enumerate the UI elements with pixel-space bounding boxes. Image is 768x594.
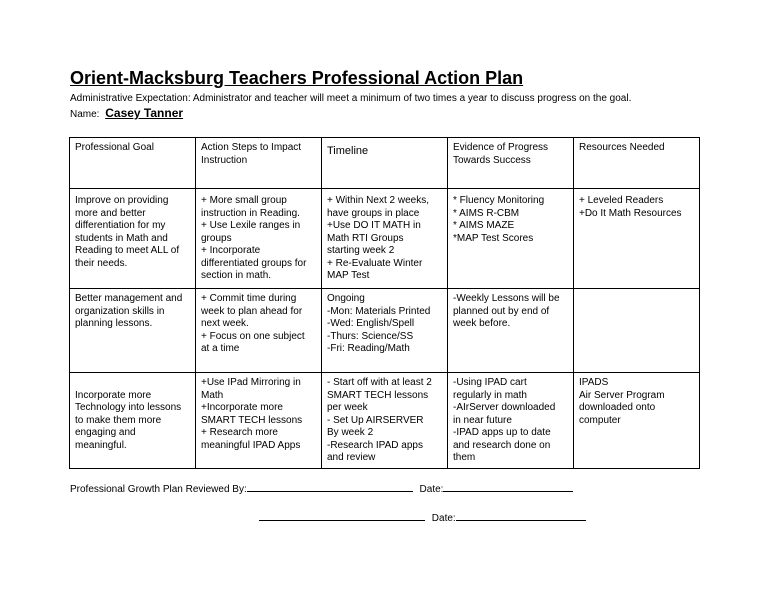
table-row [70, 189, 700, 289]
cell-line: -Mon: Materials Printed [327, 305, 431, 317]
table-cell [196, 189, 322, 289]
table-cell [322, 189, 448, 289]
table-cell [70, 189, 196, 289]
header-line: Timeline [327, 145, 369, 157]
cell-line: to make them more [75, 414, 162, 426]
cell-line: - Set Up AIRSERVER [327, 414, 424, 426]
reviewed-by-label: Professional Growth Plan Reviewed By: [70, 484, 247, 495]
cell-line: section in math. [201, 270, 272, 281]
table-cell [574, 373, 700, 469]
cell-line: + Commit time during [201, 293, 297, 304]
cell-line: -Thurs: Science/SS [327, 330, 414, 342]
header-line: Resources Needed [579, 142, 665, 153]
cell-line: differentiation for my [75, 220, 166, 231]
cell-line: engaging and [75, 427, 136, 438]
cell-line: meaningful IPAD Apps [201, 439, 301, 451]
cell-line: IPADS [579, 377, 609, 388]
cell-line: differentiated groups for [201, 257, 307, 269]
action-plan-table [69, 137, 700, 469]
cell-line: their needs. [75, 257, 128, 269]
cell-line: Better management and [75, 293, 183, 304]
table-row [70, 289, 700, 373]
cell-line: -IPAD apps up to date [453, 427, 551, 438]
cell-line: * Fluency Monitoring [453, 195, 545, 206]
cell-line: Math [201, 389, 224, 401]
cell-line: +Use DO IT MATH in [327, 220, 421, 231]
cell-line: planned out by end of [453, 305, 550, 317]
cell-line: + Focus on one subject [201, 330, 305, 342]
cell-line: * AIMS R-CBM [453, 207, 520, 219]
date-label: Date: [419, 484, 444, 495]
cell-line: -AIrServer downloaded [453, 402, 556, 413]
table-cell [196, 289, 322, 373]
teacher-name: Casey Tanner [105, 106, 184, 120]
header-action-steps [196, 138, 322, 189]
cell-line: groups [201, 232, 232, 244]
signature-blank[interactable] [259, 510, 425, 521]
table-cell [322, 289, 448, 373]
table-row [70, 373, 700, 469]
cell-line [75, 377, 190, 390]
cell-line: *MAP Test Scores [453, 232, 534, 244]
cell-line: + Use Lexile ranges in [201, 220, 301, 231]
cell-line: + Research more [201, 427, 278, 438]
table-cell [196, 373, 322, 469]
cell-line: +Do It Math Resources [579, 207, 682, 219]
cell-line: -Research IPAD apps [327, 439, 423, 451]
date-blank[interactable] [443, 481, 573, 492]
header-line: Towards Success [453, 154, 531, 166]
cell-line: computer [579, 414, 621, 426]
cell-line: meaningful. [75, 439, 127, 451]
reviewer-blank[interactable] [247, 481, 413, 492]
header-evidence [448, 138, 574, 189]
cell-line: Reading to meet ALL of [75, 245, 180, 256]
cell-line: + Re-Evaluate Winter [327, 257, 423, 269]
name-label: Name: [70, 109, 100, 120]
cell-line: Incorporate more [75, 389, 152, 401]
cell-line: organization skills in [75, 305, 165, 317]
cell-line: students in Math and [75, 232, 168, 244]
table-cell [574, 289, 700, 373]
cell-line: in near future [453, 414, 512, 426]
cell-line: per week [327, 402, 368, 413]
cell-line: have groups in place [327, 207, 420, 219]
cell-line: more and better [75, 207, 146, 219]
reviewed-by-line [70, 481, 573, 495]
cell-line: SMART TECH lessons [327, 389, 429, 401]
cell-line: + More small group [201, 195, 287, 206]
table-cell [70, 289, 196, 373]
date-blank[interactable] [456, 510, 586, 521]
header-resources [574, 138, 700, 189]
cell-line: instruction in Reading. [201, 207, 300, 219]
cell-line: at a time [201, 343, 240, 354]
name-row [70, 106, 183, 120]
header-professional-goal [70, 138, 196, 189]
table-cell [70, 373, 196, 469]
cell-line: + Within Next 2 weeks, [327, 195, 429, 206]
header-line: Instruction [201, 154, 248, 166]
second-signature-line [259, 510, 586, 524]
administrative-expectation: Administrative Expectation: Administrator and teacher will meet a minimum of two times a year to discuss progress on the goal. [70, 93, 632, 104]
cell-line: planning lessons. [75, 318, 153, 329]
table-cell [448, 373, 574, 469]
cell-line: +Incorporate more [201, 402, 283, 413]
cell-line: and research done on [453, 439, 551, 451]
date-label: Date: [431, 513, 456, 524]
header-line: Action Steps to Impact [201, 142, 302, 153]
cell-line: next week. [201, 318, 249, 329]
cell-line: Math RTI Groups [327, 232, 404, 244]
cell-line: -Using IPAD cart [453, 377, 527, 388]
cell-line: MAP Test [327, 270, 370, 281]
cell-line: By week 2 [327, 427, 374, 438]
cell-line: -Weekly Lessons will be [453, 293, 560, 304]
page-title: Orient-Macksburg Teachers Professional Action Plan [70, 68, 524, 88]
cell-line: Improve on providing [75, 195, 169, 206]
header-timeline [322, 138, 448, 189]
cell-line: - Start off with at least 2 [327, 377, 432, 388]
cell-line: them [453, 452, 476, 463]
header-line: Evidence of Progress [453, 142, 549, 153]
header-row [70, 138, 700, 189]
cell-line: week to plan ahead for [201, 305, 303, 317]
cell-line: starting week 2 [327, 245, 395, 256]
cell-line: and review [327, 452, 376, 463]
table-cell [448, 189, 574, 289]
cell-line: -Fri: Reading/Math [327, 343, 410, 354]
cell-line: + Leveled Readers [579, 195, 664, 206]
cell-line: Air Server Program [579, 389, 665, 401]
cell-line: + Incorporate [201, 245, 261, 256]
header-line: Professional Goal [75, 142, 154, 153]
table-cell [448, 289, 574, 373]
cell-line: Technology into lessons [75, 402, 182, 413]
cell-line: -Wed: English/Spell [327, 318, 415, 329]
cell-line: week before. [453, 318, 511, 329]
cell-line: Ongoing [327, 293, 365, 304]
table-cell [322, 373, 448, 469]
cell-line: regularly in math [453, 389, 527, 401]
cell-line: * AIMS MAZE [453, 220, 515, 231]
cell-line: downloaded onto [579, 402, 656, 413]
cell-line: +Use IPad Mirroring in [201, 377, 301, 388]
table-cell [574, 189, 700, 289]
cell-line: SMART TECH lessons [201, 414, 303, 426]
